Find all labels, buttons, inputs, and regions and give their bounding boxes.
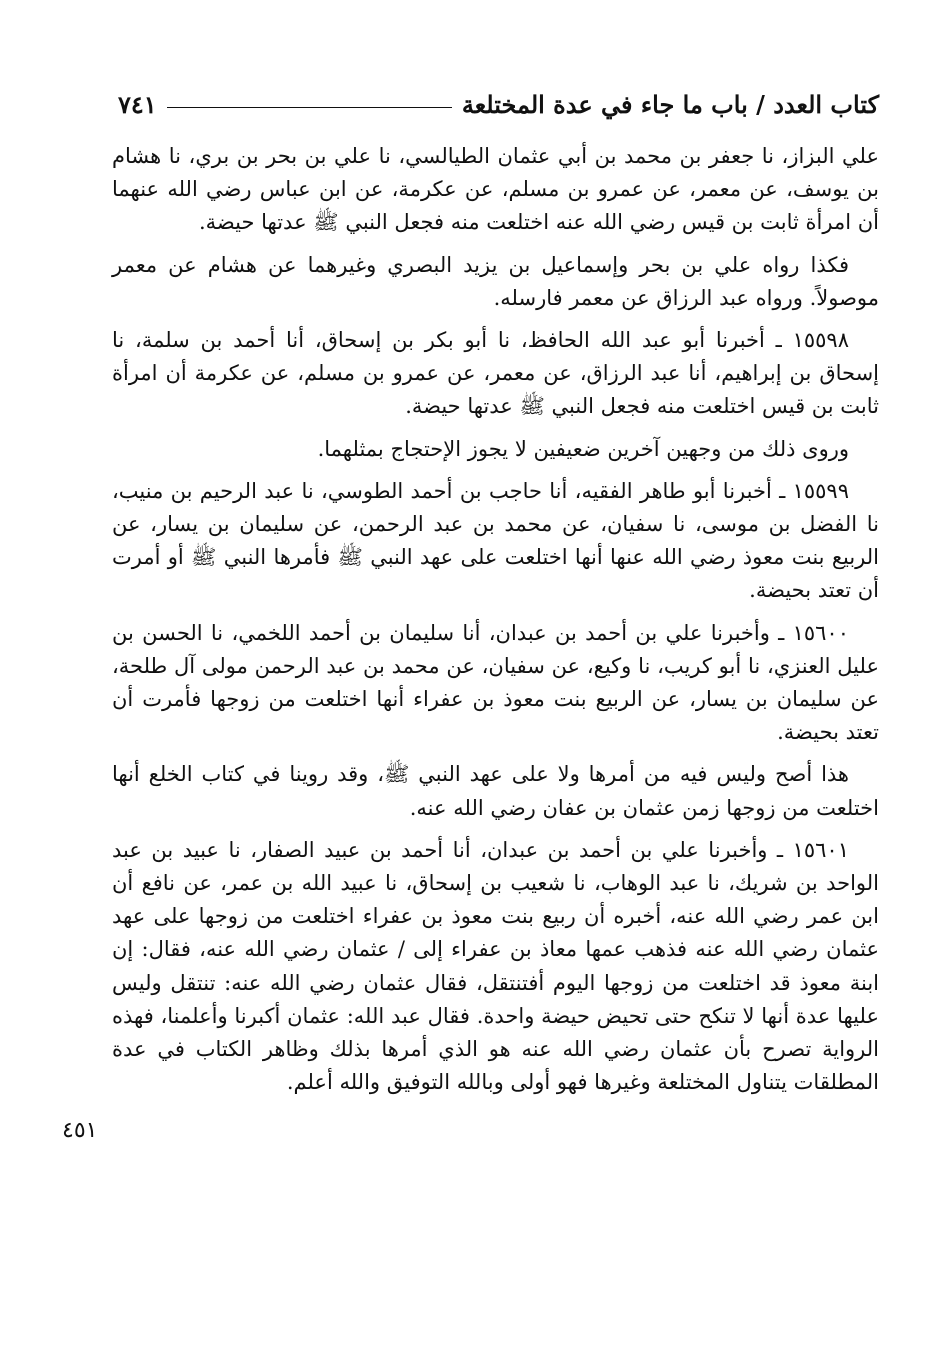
paragraph-commentary: هذا أصح وليس فيه من أمرها ولا على عهد النبي ﷺ، وقد روينا في كتاب الخلع أنها اختلعت من زوجها زمن عثمان بن عفان رضي الله عنه. (112, 762, 879, 820)
chapter-title: كتاب العدد / باب ما جاء في عدة المختلعة (461, 89, 879, 119)
paragraph-hadith-15599: ١٥٥٩٩ ـ أخبرنا أبو طاهر الفقيه، أنا حاجب بن أحمد الطوسي، نا عبد الرحيم بن منيب، نا الفضل بن موسى، نا سفيان، عن محمد بن عبد الرحمن، عن سليمان بن يسار، عن الربيع بنت معوذ رضي الله عنها أنها اختلعت على عهد النبي ﷺ فأمرها النبي ﷺ أو أمرت أن تعتد بحيضة. (112, 478, 879, 603)
paragraph-commentary: فكذا رواه علي بن بحر وإسماعيل بن يزيد البصري وغيرهما عن هشام عن معمر موصولاً. ورواه عبد الرزاق عن معمر فارسله. (112, 252, 879, 310)
margin-page-reference: ٤٥١ (62, 1118, 98, 1143)
paragraph-hadith-15601: ١٥٦٠١ ـ وأخبرنا علي بن أحمد بن عبدان، أنا أحمد بن عبيد الصفار، نا عبيد بن عبد الواحد بن شريك، نا عبد الوهاب، نا شعيب بن إسحاق، نا عبيد الله بن عمر، عن نافع أن ابن عمر رضي الله عنه، أخبره أن ربيع بنت معوذ بن عفراء اختلعت من زوجها على عهد عثمان رضي الله عنه فذهب عمها معاذ بن عفراء إلى / عثمان رضي الله عنه، فقال: إن ابنة معوذ قد اختلعت من زوجها اليوم أفتنتقل، فقال عثمان رضي الله عنه: تنتقل وليس عليها عدة أنها لا تنكح حتى تحيض حيضة واحدة. فقال عبد الله: عثمان أكبرنا وأعلمنا، فهذه الرواية تصرح بأن عثمان رضي الله عنه هو الذي أمرها بذلك وظاهر الكتاب في عدة المطلقات يتناول المختلعة وغيرها فهو أولى وبالله التوفيق والله أعلم. (112, 837, 879, 1095)
page-number: ٧٤١ (118, 89, 157, 119)
paragraph-hadith-15598: ١٥٥٩٨ ـ أخبرنا أبو عبد الله الحافظ، نا أبو بكر بن إسحاق، أنا أحمد بن سلمة، نا إسحاق بن إبراهيم، أنا عبد الرزاق، عن معمر، عن عمرو بن مسلم، عن عكرمة أن امرأة ثابت بن قيس اختلعت منه فجعل النبي ﷺ عدتها حيضة. (112, 328, 879, 419)
running-header (118, 84, 879, 124)
header-rule (167, 107, 452, 108)
paragraph-commentary: وروى ذلك من وجهين آخرين ضعيفين لا يجوز الإحتجاج بمثلهما. (317, 436, 849, 461)
paragraph-continuation: علي البزاز، نا جعفر بن محمد بن أبي عثمان الطيالسي، نا علي بن بحر بن بري، نا هشام بن يوسف، عن معمر، عن عمرو بن مسلم، عن عكرمة، عن ابن عباس رضي الله عنهما أن امرأة ثابت بن قيس رضي الله عنه اختلعت منه فجعل النبي ﷺ عدتها حيضة. (112, 144, 879, 235)
text-body (112, 140, 879, 1108)
paragraph-hadith-15600: ١٥٦٠٠ ـ وأخبرنا علي بن أحمد بن عبدان، أنا سليمان بن أحمد اللخمي، نا الحسن بن عليل العنزي، نا أبو كريب، نا وكيع، عن سفيان، عن محمد بن عبد الرحمن مولى آل طلحة، عن سليمان بن يسار، عن الربيع بنت معوذ بن عفراء أنها اختلعت من زوجها فأمرت أن تعتد بحيضة. (112, 620, 879, 745)
